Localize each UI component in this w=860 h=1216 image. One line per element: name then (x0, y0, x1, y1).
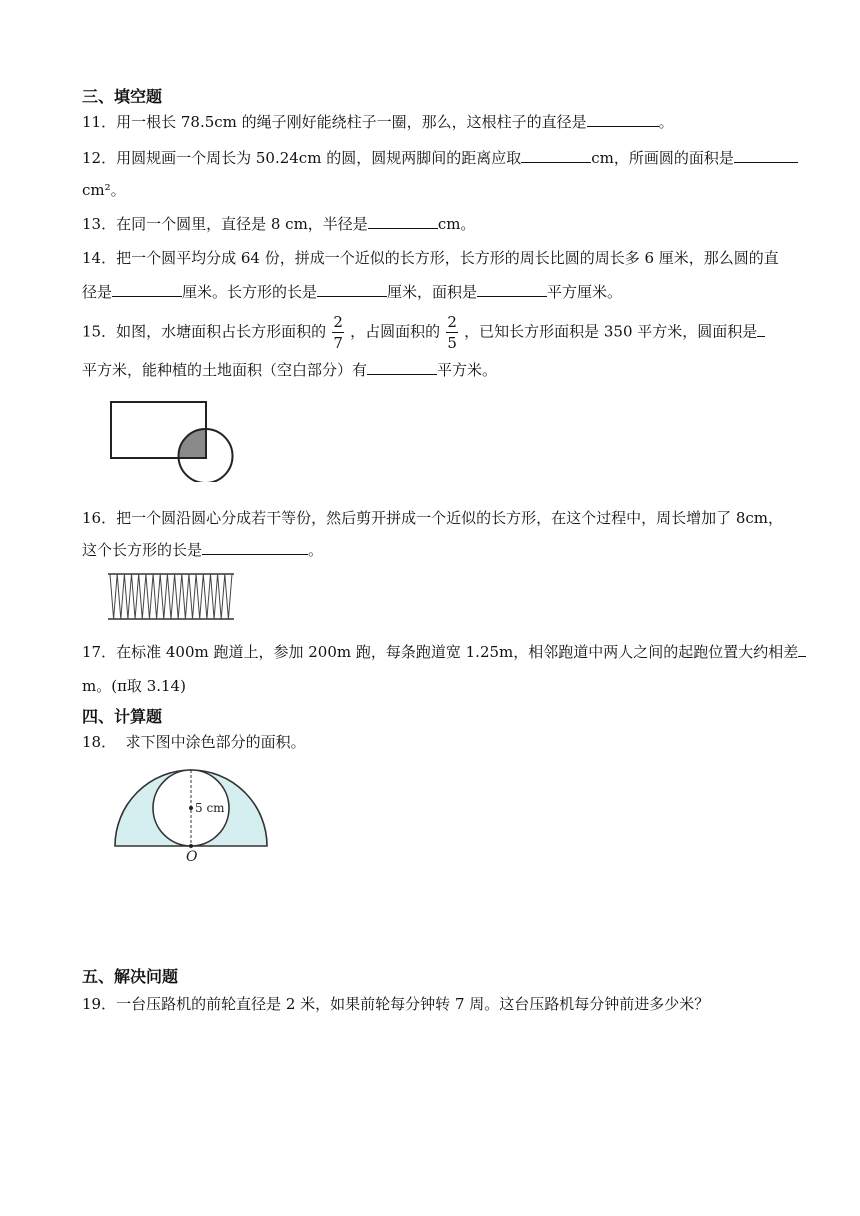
center-point (189, 806, 193, 810)
radius-label: 5 cm (195, 801, 225, 815)
answer-blank[interactable] (587, 112, 659, 127)
section-heading-fill: 三、填空题 (82, 87, 163, 106)
question-16: 16．把一个圆沿圆心分成若干等份，然后剪开拼成一个近似的长方形，在这个过程中，周长增加了 8cm， (82, 509, 784, 527)
answer-blank[interactable] (521, 148, 591, 163)
answer-blank[interactable] (477, 282, 547, 297)
question-number: 16． (82, 509, 117, 527)
question-number: 15． (82, 322, 117, 341)
question-text-end: 。 (658, 113, 674, 131)
question-17: 17．在标准 400m 跑道上，参加 200m 跑，每条跑道宽 1.25m，相邻跑道中两人之间的起跑位置大约相差 (82, 642, 806, 662)
question-number: 17． (82, 643, 117, 661)
q16-figure-sector-rectangle (106, 570, 238, 624)
question-14 (82, 248, 779, 268)
question-text-end: cm。 (437, 215, 476, 233)
question-text: 在同一个圆里，直径是 8 cm，半径是 (116, 215, 368, 233)
answer-blank[interactable] (798, 642, 806, 657)
question-16-line2: 这个长方形的长是 。 (82, 541, 324, 559)
question-15: 15．如图，水塘面积占长方形面积的 $\frac{2}{7}$ ，占圆面积的 $\frac{2}{5}$ ，已知长方形面积是 350 平方米，圆面积是 (82, 313, 765, 352)
question-14-line2: 径是 厘米。长方形的长是 厘米，面积是 平方厘米。 (82, 283, 623, 301)
fraction-2-7: $\frac{2}{7}$ (333, 313, 343, 352)
question-17-line2: m。(π取 3.14) (82, 677, 186, 695)
fraction-2-5: $\frac{2}{5}$ (447, 313, 457, 352)
q18-figure-semicircle (112, 766, 272, 866)
question-number: 12． (82, 149, 117, 167)
answer-blank[interactable] (317, 282, 387, 297)
answer-blank[interactable] (734, 148, 798, 163)
question-text: 把一个圆平均分成 64 份，拼成一个近似的长方形，长方形的周长比圆的周长多 6 厘米，那么圆的直 (116, 249, 779, 267)
answer-blank[interactable] (202, 540, 308, 555)
question-19: 19．一台压路机的前轮直径是 2 米，如果前轮每分钟转 7 周。这台压路机每分钟前进多少米？ (82, 995, 710, 1013)
question-15-line2: 平方米，能种植的土地面积（空白部分）有 平方米。 (82, 361, 498, 379)
question-12-line2: cm²。 (82, 181, 126, 199)
section-heading-calc: 四、计算题 (82, 707, 163, 726)
question-12 (82, 148, 798, 168)
question-18: 18． 求下图中涂色部分的面积。 (82, 733, 306, 751)
question-number: 11． (82, 113, 117, 131)
answer-blank[interactable] (112, 282, 182, 297)
origin-label: O (186, 849, 198, 865)
question-text: 用圆规画一个周长为 50.24cm 的圆，圆规两脚间的距离应取 (116, 149, 522, 167)
point-o (189, 844, 193, 848)
question-13 (82, 214, 475, 234)
question-number: 18． (82, 733, 117, 751)
question-text: 用一根长 78.5cm 的绳子刚好能绕柱子一圈，那么，这根柱子的直径是 (116, 113, 587, 131)
question-number: 19． (82, 995, 117, 1013)
section-heading-solve: 五、解决问题 (82, 967, 179, 986)
question-text: cm，所画圆的面积是 (591, 149, 734, 167)
question-number: 14． (82, 249, 117, 267)
question-11 (82, 112, 674, 132)
q15-figure-rectangle-circle (108, 400, 238, 482)
answer-blank[interactable] (757, 322, 765, 337)
question-number: 13． (82, 215, 117, 233)
answer-blank[interactable] (367, 360, 437, 375)
answer-blank[interactable] (368, 214, 438, 229)
